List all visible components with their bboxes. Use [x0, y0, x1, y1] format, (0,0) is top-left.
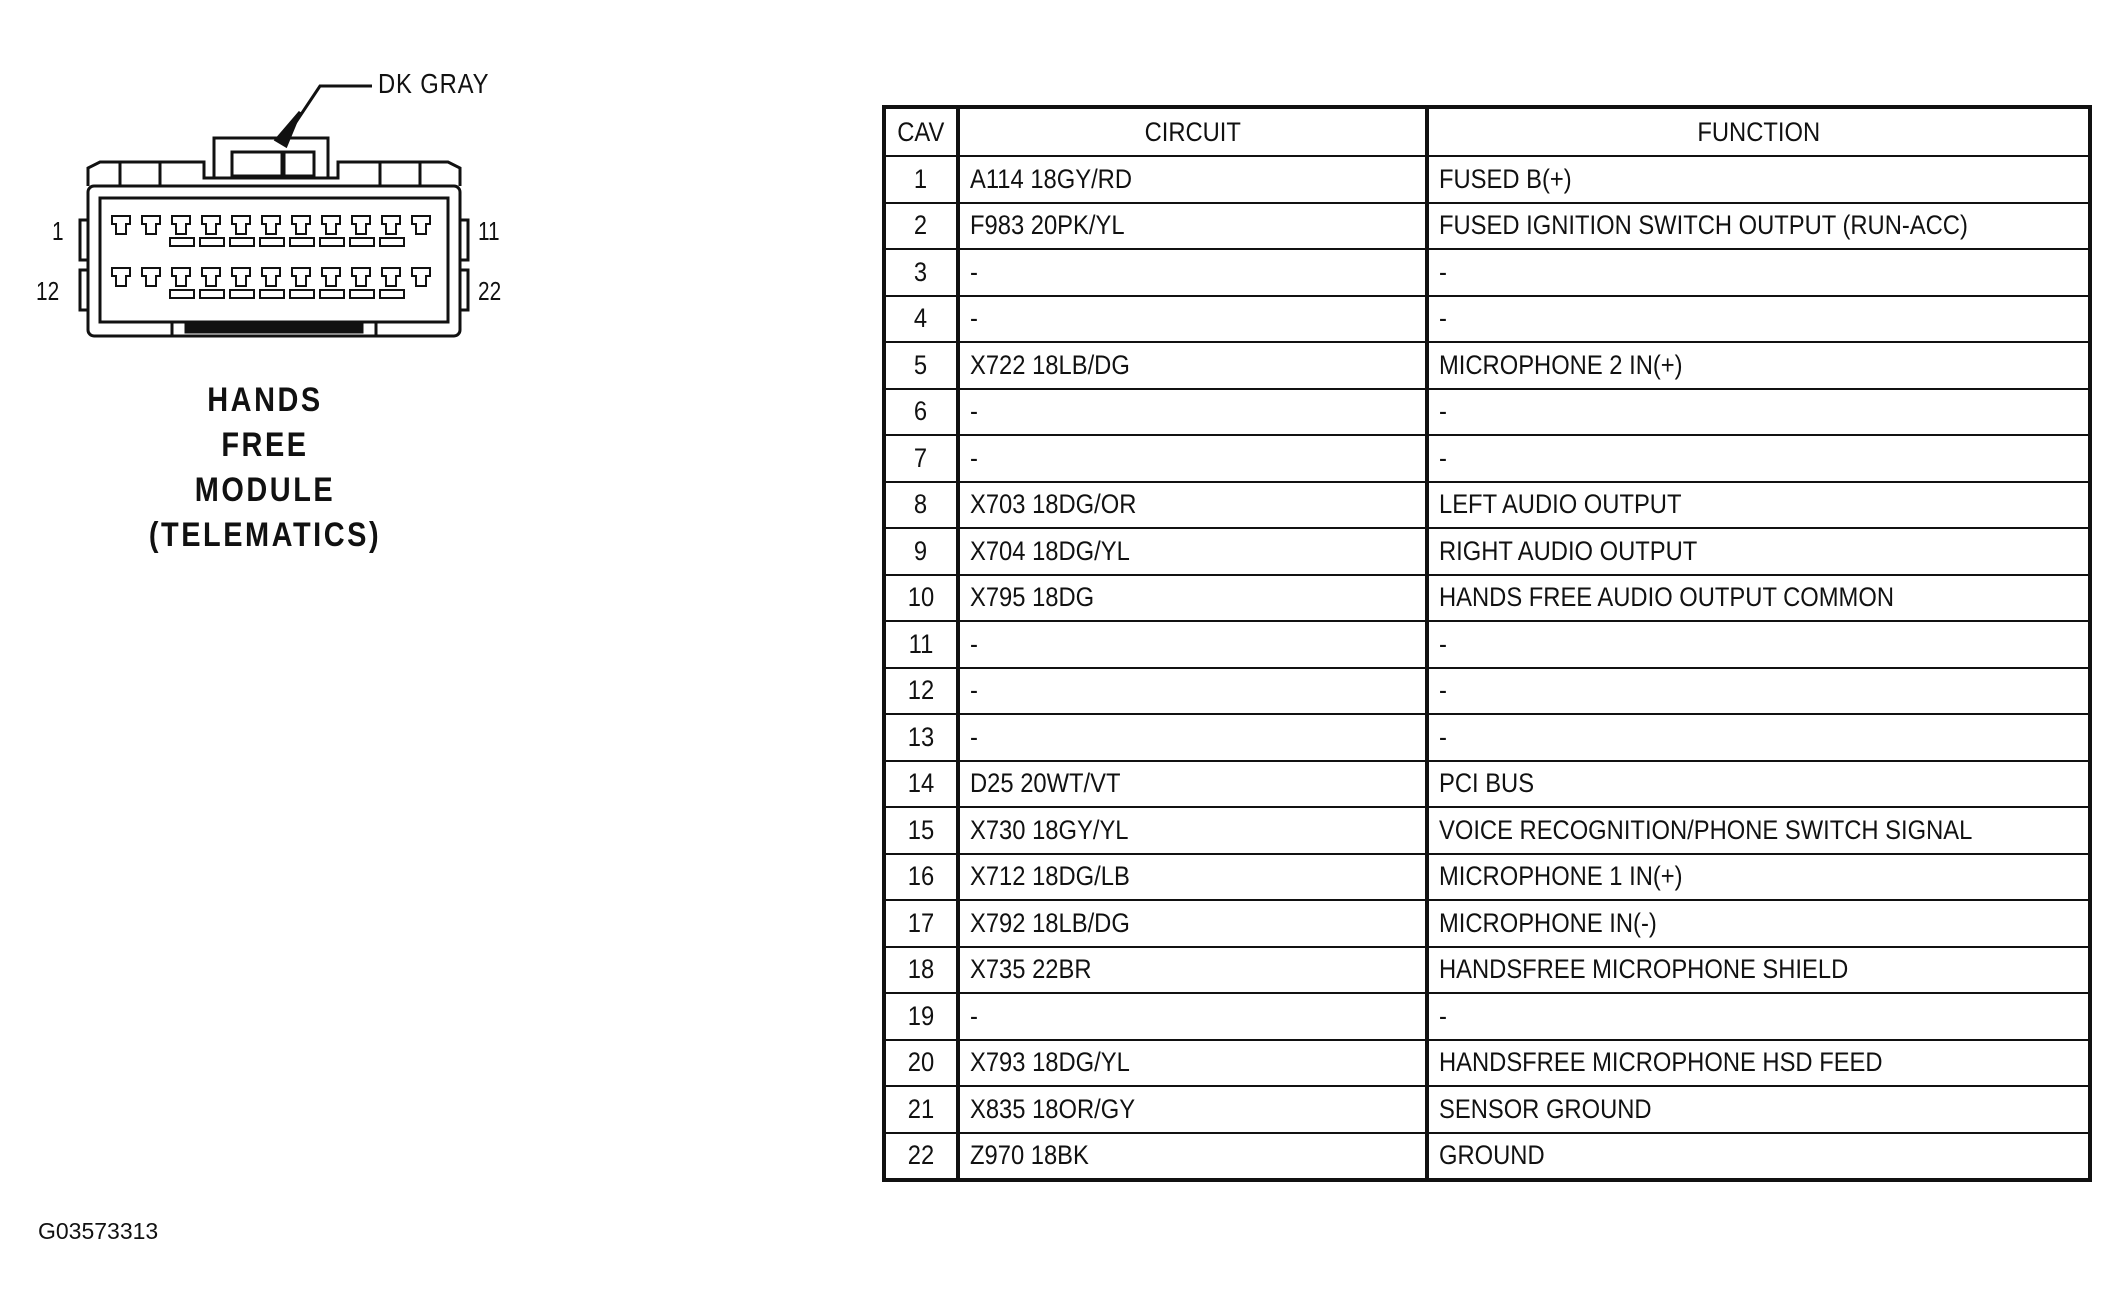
table-row [884, 854, 2090, 901]
pin-cavity [322, 216, 340, 234]
circuit-cell: X703 18DG/OR [958, 482, 1427, 529]
function-cell: LEFT AUDIO OUTPUT [1427, 482, 2090, 529]
cav-cell: 15 [884, 807, 958, 854]
table-row [884, 621, 2090, 668]
circuit-cell: - [958, 249, 1427, 296]
pin-lock-tab [290, 238, 314, 246]
pin-lock-tab [380, 290, 404, 298]
circuit-cell: X735 22BR [958, 947, 1427, 994]
pin-lock-tab [320, 238, 344, 246]
table-row [884, 156, 2090, 203]
pin-lock-tab [200, 290, 224, 298]
pin-cavity [232, 268, 250, 286]
table-row [884, 1133, 2090, 1181]
pin-lock-tab [170, 238, 194, 246]
table-row [884, 1040, 2090, 1087]
circuit-cell: X722 18LB/DG [958, 342, 1427, 389]
table-row [884, 342, 2090, 389]
cav-cell: 6 [884, 389, 958, 436]
cav-cell: 18 [884, 947, 958, 994]
table-row [884, 203, 2090, 250]
function-cell: MICROPHONE IN(-) [1427, 900, 2090, 947]
pin-lock-tab [350, 238, 374, 246]
circuit-cell: X704 18DG/YL [958, 528, 1427, 575]
pin-cavity [172, 216, 190, 234]
cav-cell: 3 [884, 249, 958, 296]
circuit-cell: - [958, 668, 1427, 715]
circuit-cell: X793 18DG/YL [958, 1040, 1427, 1087]
function-cell: HANDSFREE MICROPHONE HSD FEED [1427, 1040, 2090, 1087]
function-cell: - [1427, 249, 2090, 296]
circuit-cell: F983 20PK/YL [958, 203, 1427, 250]
pin-lock-tab [230, 238, 254, 246]
function-cell: - [1427, 389, 2090, 436]
circuit-cell: Z970 18BK [958, 1133, 1427, 1181]
function-cell: VOICE RECOGNITION/PHONE SWITCH SIGNAL [1427, 807, 2090, 854]
table-row [884, 761, 2090, 808]
pin-cavity [382, 268, 400, 286]
pin-cavity [202, 216, 220, 234]
pin-cavity [142, 216, 160, 234]
function-cell: FUSED B(+) [1427, 156, 2090, 203]
pin-cavity [382, 216, 400, 234]
pin-label-11: 11 [478, 216, 500, 246]
pin-lock-tab [290, 290, 314, 298]
circuit-cell: - [958, 621, 1427, 668]
circuit-cell: X835 18OR/GY [958, 1086, 1427, 1133]
function-cell: PCI BUS [1427, 761, 2090, 808]
table-row [884, 389, 2090, 436]
header-cav: CAV [884, 107, 958, 156]
function-cell: MICROPHONE 2 IN(+) [1427, 342, 2090, 389]
circuit-cell: A114 18GY/RD [958, 156, 1427, 203]
pin-cavity [112, 216, 130, 234]
function-cell: - [1427, 714, 2090, 761]
table-row [884, 993, 2090, 1040]
function-cell: - [1427, 993, 2090, 1040]
pin-cavity [172, 268, 190, 286]
table-row [884, 435, 2090, 482]
function-cell: - [1427, 296, 2090, 343]
circuit-cell: X795 18DG [958, 575, 1427, 622]
pin-lock-tab [350, 290, 374, 298]
module-name [80, 378, 450, 558]
pinout-table [882, 105, 2092, 1182]
header-function: FUNCTION [1427, 107, 2090, 156]
module-name-line: HANDS [207, 381, 323, 419]
cav-cell: 1 [884, 156, 958, 203]
circuit-cell: D25 20WT/VT [958, 761, 1427, 808]
pin-cavity [352, 216, 370, 234]
pin-label-22: 22 [478, 276, 502, 306]
function-cell: SENSOR GROUND [1427, 1086, 2090, 1133]
module-name-line: FREE [221, 426, 309, 464]
cav-cell: 14 [884, 761, 958, 808]
cav-cell: 7 [884, 435, 958, 482]
circuit-cell: - [958, 435, 1427, 482]
pin-lock-tab [320, 290, 344, 298]
function-cell: - [1427, 435, 2090, 482]
cav-cell: 4 [884, 296, 958, 343]
cav-cell: 12 [884, 668, 958, 715]
circuit-cell: - [958, 296, 1427, 343]
table-row [884, 296, 2090, 343]
function-cell: - [1427, 621, 2090, 668]
cav-cell: 21 [884, 1086, 958, 1133]
function-cell: - [1427, 668, 2090, 715]
module-name-line: (TELEMATICS) [148, 516, 382, 554]
pin-lock-tab [230, 290, 254, 298]
cav-cell: 20 [884, 1040, 958, 1087]
pin-cavity [412, 216, 430, 234]
pin-cavity [202, 268, 220, 286]
pin-cavity [262, 216, 280, 234]
cav-cell: 11 [884, 621, 958, 668]
circuit-cell: - [958, 993, 1427, 1040]
pin-cavity [142, 268, 160, 286]
pin-cavity [112, 268, 130, 286]
cav-cell: 16 [884, 854, 958, 901]
function-cell: HANDSFREE MICROPHONE SHIELD [1427, 947, 2090, 994]
cav-cell: 13 [884, 714, 958, 761]
pin-lock-tab [260, 290, 284, 298]
pin-lock-tab [380, 238, 404, 246]
pin-cavity [352, 268, 370, 286]
cav-cell: 10 [884, 575, 958, 622]
table-row [884, 807, 2090, 854]
table-row [884, 482, 2090, 529]
table-row [884, 947, 2090, 994]
cav-cell: 19 [884, 993, 958, 1040]
header-circuit: CIRCUIT [958, 107, 1427, 156]
cav-cell: 22 [884, 1133, 958, 1181]
function-cell: RIGHT AUDIO OUTPUT [1427, 528, 2090, 575]
pin-label-12: 12 [36, 276, 60, 306]
pin-cavity [232, 216, 250, 234]
connector-color-callout: DK GRAY [378, 68, 490, 99]
pin-cavity [322, 268, 340, 286]
table-row [884, 668, 2090, 715]
pin-lock-tab [200, 238, 224, 246]
cav-cell: 9 [884, 528, 958, 575]
function-cell: GROUND [1427, 1133, 2090, 1181]
table-header-row [884, 107, 2090, 156]
function-cell: FUSED IGNITION SWITCH OUTPUT (RUN-ACC) [1427, 203, 2090, 250]
connector-diagram [0, 0, 600, 600]
pin-cavity [262, 268, 280, 286]
cav-cell: 17 [884, 900, 958, 947]
pin-row-top [112, 216, 430, 246]
function-cell: MICROPHONE 1 IN(+) [1427, 854, 2090, 901]
circuit-cell: - [958, 714, 1427, 761]
table-row [884, 249, 2090, 296]
pin-cavity [412, 268, 430, 286]
figure-id: G03573313 [38, 1218, 159, 1244]
cav-cell: 2 [884, 203, 958, 250]
table-row [884, 714, 2090, 761]
circuit-cell: X712 18DG/LB [958, 854, 1427, 901]
pin-label-1: 1 [52, 216, 64, 246]
function-cell: HANDS FREE AUDIO OUTPUT COMMON [1427, 575, 2090, 622]
circuit-cell: X730 18GY/YL [958, 807, 1427, 854]
pinout-table-body [884, 156, 2090, 1180]
circuit-cell: - [958, 389, 1427, 436]
table-row [884, 900, 2090, 947]
table-row [884, 575, 2090, 622]
cav-cell: 5 [884, 342, 958, 389]
pin-lock-tab [170, 290, 194, 298]
module-name-line: MODULE [194, 471, 336, 509]
pin-row-bottom [112, 268, 430, 298]
pin-cavity [292, 268, 310, 286]
circuit-cell: X792 18LB/DG [958, 900, 1427, 947]
table-row [884, 1086, 2090, 1133]
pin-lock-tab [260, 238, 284, 246]
pin-cavity [292, 216, 310, 234]
cav-cell: 8 [884, 482, 958, 529]
table-row [884, 528, 2090, 575]
